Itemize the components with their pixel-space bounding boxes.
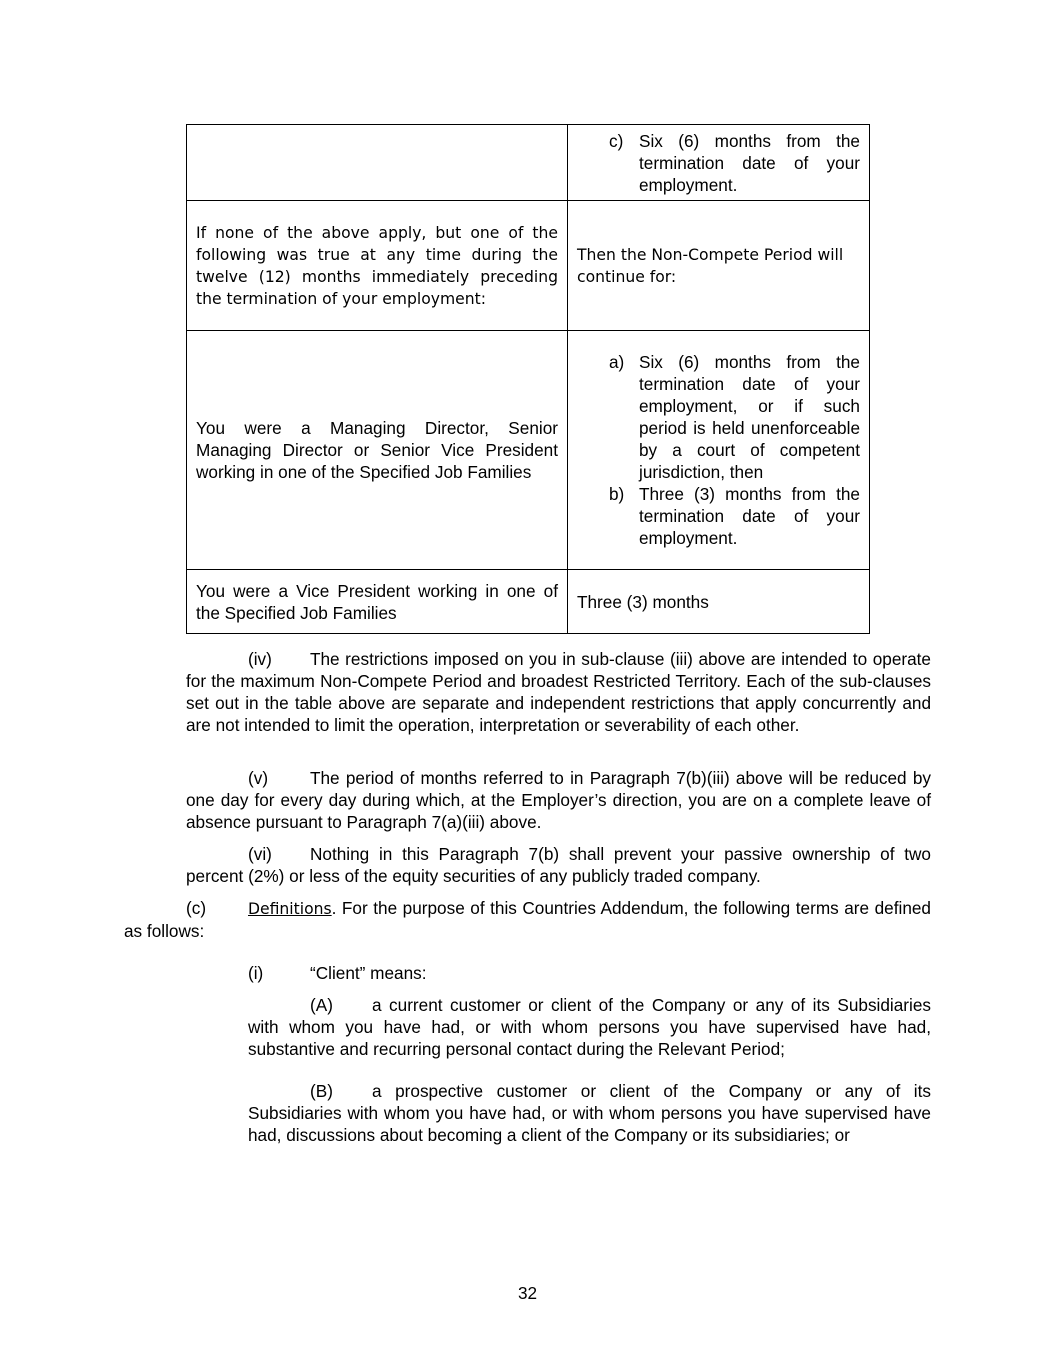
paragraph-text: “Client” means: — [310, 963, 427, 983]
list-item-text: Six (6) months from the termination date of your employment, or if such period is held unenforceable by a court of competent jurisdiction, then — [639, 352, 860, 482]
table-cell-left — [187, 125, 568, 201]
table-row — [187, 125, 870, 201]
list-item — [577, 130, 860, 196]
paragraph-number: (c) — [186, 898, 207, 918]
non-compete-table — [186, 124, 870, 634]
paragraph-number: (vi) — [248, 844, 272, 864]
table-cell-right — [568, 125, 870, 201]
paragraph-text: Nothing in this Paragraph 7(b) shall prevent your passive ownership of two percent (2%) or less of the equity securities of any publicly traded company. — [186, 844, 931, 886]
paragraph-text: a prospective customer or client of the Company or any of its Subsidiaries with whom you have had, or with whom persons you have supervised have had, discussions about becoming a client of the Company or its subsidiaries; or — [248, 1081, 931, 1145]
table-cell-left: You were a Vice President working in one of the Specified Job Families — [187, 570, 568, 634]
paragraph-c — [124, 897, 931, 942]
table-cell-left: If none of the above apply, but one of the following was true at any time during the twelve (12) months immediately preceding the termination of your employment: — [187, 201, 568, 331]
paragraph-number: (A) — [310, 995, 333, 1015]
list-marker: b) — [609, 484, 625, 504]
list-item-text: Six (6) months from the termination date of your employment. — [639, 130, 860, 195]
list-item — [577, 483, 860, 549]
paragraph-text: . For the purpose of this Countries Addendum, the following terms are defined as follows: — [124, 898, 931, 941]
table-cell-left: You were a Managing Director, Senior Managing Director or Senior Vice President working in one of the Specified Job Families — [187, 331, 568, 570]
table-row — [187, 201, 870, 331]
page-number: 32 — [517, 1283, 538, 1303]
paragraph-A — [248, 994, 931, 1060]
paragraph-number: (v) — [248, 768, 269, 788]
list-item — [577, 351, 860, 483]
paragraph-text: a current customer or client of the Company or any of its Subsidiaries with whom you have had, or with whom persons you have supervised have had, substantive and recurring personal contact during the Relevant Period; — [248, 995, 931, 1059]
paragraph-number: (B) — [310, 1081, 333, 1101]
paragraph-number: (i) — [248, 963, 264, 983]
paragraph-i — [248, 962, 931, 984]
table-cell-right: Then the Non-Compete Period will continue for: — [568, 201, 870, 331]
paragraph-text: The restrictions imposed on you in sub-clause (iii) above are intended to operate for the maximum Non-Compete Period and broadest Restricted Territory. Each of the sub-clauses set out in the table above are separate and independent restrictions that apply concurrently and are not intended to limit the operation, interpretation or severability of each other. — [186, 649, 931, 735]
paragraph-v — [186, 767, 931, 833]
paragraph-B — [248, 1080, 931, 1146]
list-item-text: Three (3) months from the termination date of your employment. — [639, 484, 860, 548]
paragraph-vi — [186, 843, 931, 887]
paragraph-number: (iv) — [248, 649, 272, 669]
list-marker: a) — [609, 352, 625, 372]
list-marker: c) — [609, 130, 624, 151]
table-cell-right — [568, 331, 870, 570]
table-row — [187, 570, 870, 634]
paragraph-text: The period of months referred to in Paragraph 7(b)(iii) above will be reduced by one day for every day during which, at the Employer’s direction, you are on a complete leave of absence pursuant to Paragraph 7(a)(iii) above. — [186, 768, 931, 832]
table-cell-right: Three (3) months — [568, 570, 870, 634]
table-row — [187, 331, 870, 570]
paragraph-iv — [186, 648, 931, 736]
section-heading: Definitions — [248, 900, 332, 918]
